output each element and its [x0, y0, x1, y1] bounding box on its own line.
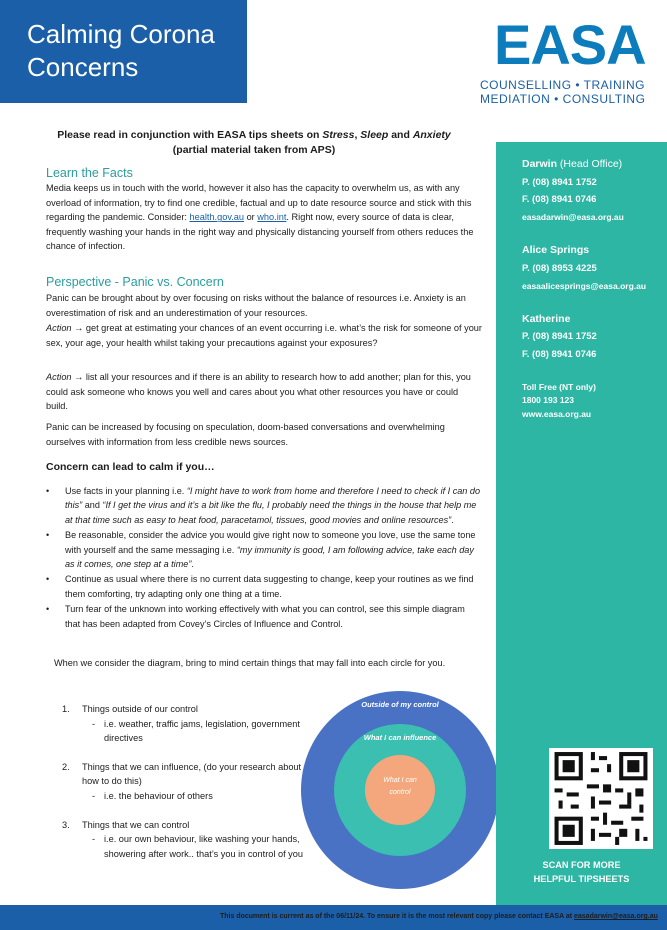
list-item: • Continue as usual where there is no current data suggesting to change, keep your routines as we find them comforting, try adapting only one thing at a time.	[46, 572, 482, 601]
toll-free-label: Toll Free (NT only)	[522, 382, 596, 392]
inner-circle-label-2: control	[389, 789, 411, 796]
darwin-fax: F. (08) 8941 0746	[522, 194, 597, 205]
perspective-action-1: Action → get great at estimating your chances of an event occurring i.e. what’s the risk for someone of your sex, your age, your health whilst taking your precautions against your exposures?	[46, 323, 482, 348]
facts-heading: Learn the Facts	[46, 166, 133, 180]
darwin-phone: P. (08) 8941 1752	[522, 177, 597, 188]
perspective-p1: Panic can be brought about by over focusing on risks without the balance of resources i.e. Anxiety is an overestimation of risk and an underestimation of your resources.	[46, 293, 466, 318]
darwin-office: Darwin (Head Office)	[522, 158, 623, 170]
list-item: • Be reasonable, consider the advice you would give right now to someone you love, use the same tone with yourself and the same messaging i.e. “my immunity is good, I am following advice, take each day as it comes, one step at a time”.	[46, 528, 482, 571]
footer-email-link[interactable]: easadarwin@easa.org.au	[574, 913, 658, 920]
toll-free-number: 1800 193 123	[522, 395, 574, 405]
alice-phone: P. (08) 8953 4225	[522, 263, 597, 274]
circles-of-control-diagram	[300, 690, 500, 890]
list-subitem: - i.e. our own behaviour, like washing your hands, showering after work.. that’s you in control of you	[62, 832, 312, 861]
page-title-line1: Calming Corona	[27, 19, 215, 49]
title-banner	[0, 0, 247, 103]
list-subitem: - i.e. weather, traffic jams, legislation, government directives	[62, 717, 312, 746]
perspective-action-2: Action → list all your resources and if there is an ability to research how to add another; plan for this, you could ask someone who knows you well and cares about you what other resources you have or could build.	[46, 372, 471, 412]
logo-tagline-1: COUNSELLING • TRAINING	[480, 78, 646, 92]
arrow-icon: →	[74, 372, 84, 382]
outer-circle-label: Outside of my control	[361, 700, 439, 709]
list-item: • Use facts in your planning i.e. “I might have to work from home and therefore I need to check if I can do this” and “If I get the virus and it’s a bit like the flu, I probably need the things in the house that help me at that time such as easy to heat food, paracetamol, tissues, good movies and online resources”.	[46, 484, 482, 527]
list-subitem: - i.e. the behaviour of others	[62, 789, 312, 804]
logo-tagline-2: MEDIATION • CONSULTING	[480, 92, 646, 106]
qr-code[interactable]	[549, 748, 653, 849]
circle-items-list	[62, 702, 312, 861]
katherine-phone: P. (08) 8941 1752	[522, 331, 597, 342]
katherine-office: Katherine	[522, 313, 571, 325]
alice-email[interactable]: easaalicesprings@easa.org.au	[522, 281, 647, 291]
concern-heading: Concern can lead to calm if you…	[46, 461, 215, 473]
who-int-link[interactable]: who.int	[257, 212, 287, 223]
easa-logo	[480, 15, 650, 110]
health-gov-link[interactable]: health.gov.au	[189, 212, 245, 223]
katherine-fax: F. (08) 8941 0746	[522, 349, 597, 360]
website[interactable]: www.easa.org.au	[522, 409, 592, 419]
scan-prompt: SCAN FOR MORE HELPFUL TIPSHEETS	[533, 860, 630, 884]
inner-circle-label-1: What I can	[383, 777, 417, 784]
logo-word: EASA	[494, 13, 646, 76]
concern-list	[46, 484, 482, 632]
middle-circle-label: What I can influence	[363, 733, 437, 742]
perspective-p4: Panic can be increased by focusing on speculation, doom-based conversations and overwhelming ourselves with information from less credible news sources.	[46, 422, 445, 447]
diagram-intro: When we consider the diagram, bring to mind certain things that may fall into each circle for you.	[54, 658, 446, 668]
darwin-email[interactable]: easadarwin@easa.org.au	[522, 212, 624, 222]
list-item: • Turn fear of the unknown into working effectively with what you can control, see this simple diagram that has been adapted from Covey’s Circles of Influence and Control.	[46, 602, 482, 631]
arrow-icon: →	[74, 323, 84, 333]
perspective-heading: Perspective - Panic vs. Concern	[46, 275, 224, 289]
facts-paragraph: Media keeps us in touch with the world, however it also has the capacity to overwhelm us, as with any overload of information, try to find one credible, factual and up to date resource source and stick with this regarding the pandemic. Consider: health.gov.au or who.int. Right now, every source of data is clear, frequently washing your hands in the right way and physically distancing yourself from others reduces the chance of infection.	[46, 183, 474, 252]
list-item: 3. Things that we can control	[62, 819, 190, 830]
list-item: 1. Things outside of our control	[62, 704, 198, 714]
alice-office: Alice Springs	[522, 244, 590, 256]
footer-note: This document is current as of the 06/11/24. To ensure it is the most relevant copy please contact EASA at easadarwin@easa.org.au	[220, 913, 658, 920]
intro-note: Please read in conjunction with EASA tips sheets on Stress, Sleep and Anxiety (partial material taken from APS)	[57, 129, 451, 156]
list-item: 2. Things that we can influence, (do your research about how to do this)	[62, 761, 302, 787]
page-title-line2: Concerns	[27, 52, 139, 82]
